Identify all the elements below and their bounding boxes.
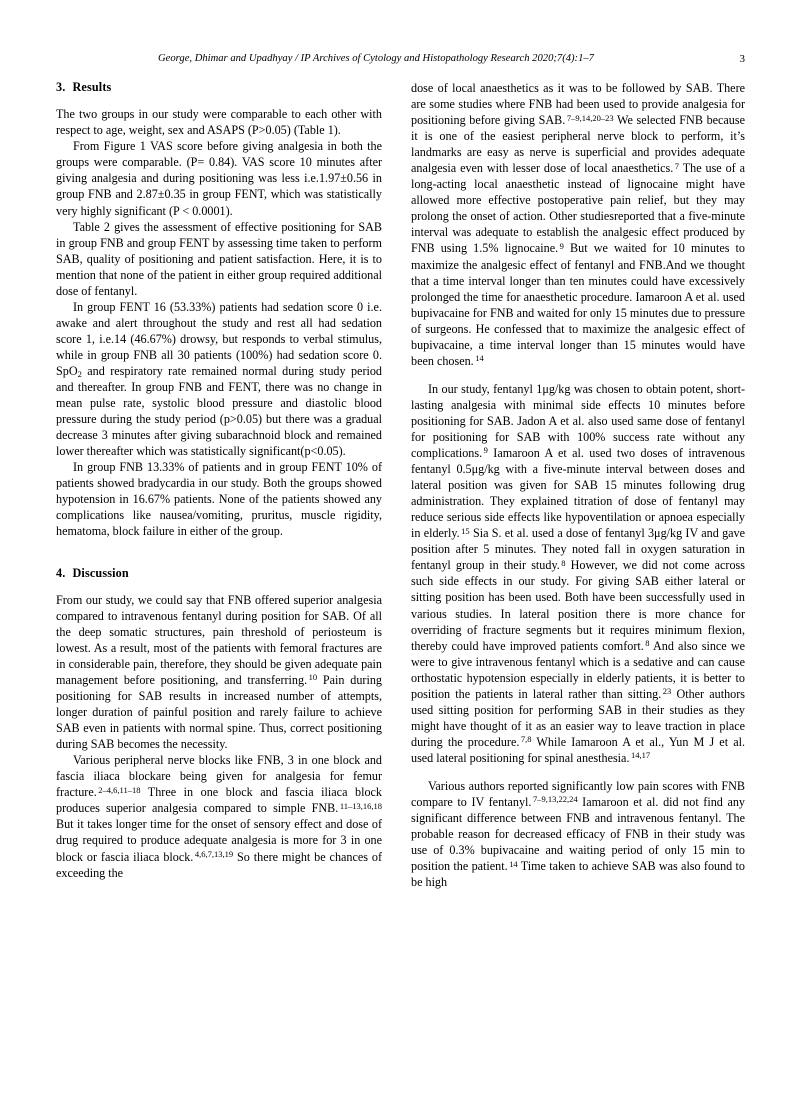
citation-reference: 7–9,14,20–23 (566, 112, 614, 123)
section-number: 3. (56, 80, 66, 94)
paragraph-text-part: Other authors used sitting position for performing SAB in their studies as they might have thought of it as an easier way to leave traction in place during the procedure. (411, 686, 746, 749)
citation-reference: 10 (308, 672, 318, 683)
paragraph-text-part: dose of local anaesthetics as it was to be followed by SAB. There are some studies where FNB had been used to provide analgesia for positioning before giving SAB. (411, 81, 745, 128)
paragraph-text-part: The use of a long-acting local anaesthetic instead of lignocaine might have allowed more effective postoperative pain relief, but they may prolong the onset of action. Other studiesreported that a five-minute interval was adequate to establish the analgesic effect produced by FNB using 1.5% lignocaine. (411, 161, 745, 256)
citation-reference: 15 (461, 525, 470, 536)
paragraph-text-part: Various peripheral nerve blocks like FNB, 3 in one block and fascia iliaca blockare being given for analgesia for femur fracture. (56, 753, 382, 800)
paragraph-text-part: So there might be chances of exceeding the (56, 849, 383, 880)
page-number: 3 (739, 53, 745, 65)
running-head (56, 51, 745, 67)
paragraph-text-part: However, we did not come across such side effects in our study. For giving SAB either lateral or sitting position has been used. Both have been successfully used in various studies. In lateral position there is more chance for overriding of fracture segments but it requires minimum flexion, thereby could have improved patients comfort. (411, 558, 745, 653)
paragraph-discussion-2 (56, 752, 382, 880)
paragraph-text-part: But it takes longer time for the onset of sensory effect and dose of drug required to produce adequate analgesia is more for 3 in one block or fascia iliaca block. (56, 817, 382, 864)
section-heading-results (56, 80, 382, 95)
section-label: Results (72, 80, 112, 94)
paragraph-discussion-1 (56, 592, 382, 752)
citation-reference: 14,17 (630, 750, 651, 761)
paragraph-text-part: Various authors reported significantly low pain scores with FNB compare to IV fentanyl. (411, 778, 745, 810)
paragraph-text-part: Iamaroon A et al. used two doses of intravenous fentanyl 0.5μg/kg with a five-minute interval between doses and lateral position was given for SAB 15 minutes following drug administration. They explained titration of dose of fentanyl may reduce serious side effects like hypoventilation or apnoea especially in elderly. (411, 446, 745, 541)
paragraph-text-part: From our study, we could say that FNB offered superior analgesia compared to intravenous fentanyl during position for SAB. Of all the deep somatic structures, pain threshold of periosteum is lowest. As a result, most of the patients with femoral fractures are in considerable pain, therefore, they should be given adequate pain management before positioning, and transferring. (56, 592, 382, 687)
citation-reference: 14 (509, 858, 518, 869)
paragraph-results-4 (56, 299, 382, 459)
paragraph-text-part: In our study, fentanyl 1μg/kg was chosen to obtain potent, short-lasting analgesia with minimal side effects 10 minutes before positioning for SAB. Jadon A et al. also used same dose of fentanyl for positioning for SAB with 100% success rate without any complications. (411, 381, 745, 461)
paragraph-results-2: From Figure 1 VAS score before giving analgesia in both the groups were comparable. (P= 0.84). VAS score 10 minutes after giving analgesia and during positioning was less i.e.1.97±0.56 in group FNB and 2.87±0.35 in group FENT, which was statistically very highly significant (P < 0.0001). (56, 139, 382, 218)
paragraph-discussion-5 (411, 778, 745, 890)
paragraph-text-part: While Iamaroon A et al., Yun M J et al. used lateral positioning for spinal anesthesia. (411, 734, 745, 765)
paragraph-text-part: Sia S. et al. used a dose of fentanyl 3μg/kg IV and gave position after 5 minutes. They noted fall in oxygen saturation in fentanyl group in their study. (411, 526, 745, 573)
paragraph-text-part: and respiratory rate remained normal during study period and thereafter. In group FNB and FENT, there was no change in mean pulse rate, systolic blood pressure and diastolic blood pressure during the study period (p>0.05) but there was a gradual decrease 3 minutes after giving subarachnoid block and remained lower thereafter which was statistically significant(p<0.05). (56, 364, 382, 459)
paragraph-discussion-3 (411, 80, 745, 369)
paragraph-text-part: Pain during positioning for SAB results in increased number of attempts, longer duration of painful position and rarely failure to achieve SAB even in patients with normal spine. Thus, correct positioning during SAB becomes the necessity. (56, 673, 382, 752)
left-column (56, 80, 382, 881)
paragraph-text-part: Three in one block and fascia iliaca block produces superior analgesia compared to simple FNB. (56, 785, 382, 816)
running-head-title: George, Dhimar and Upadhyay / IP Archives of Cytology and Histopathology Research 2020;7(4):1–7 (158, 53, 594, 64)
citation-reference: 2–4,6,11–18 (98, 784, 141, 795)
right-column (411, 80, 745, 890)
citation-reference: 8 (645, 638, 650, 649)
citation-reference: 11–13,16,18 (339, 800, 382, 811)
paragraph-text-part: Time taken to achieve SAB was also found to be high (411, 859, 745, 890)
section-number: 4. (56, 565, 66, 580)
paragraph-text-part: We selected FNB because it is one of the easiest peripheral nerve block to perform, it’s landmarks are easy as nerve is superficial and provides adequate analgesia even with lesser dose of local anaesthetics. (411, 113, 745, 176)
paragraph-results-5: In group FNB 13.33% of patients and in group FENT 10% of patients showed bradycardia in our study. Both the groups showed hypotension in 16.67% patients. None of the patients showed any complications like nausea/vomiting, pruritus, muscle rigidity, hematoma, block failure in either of the group. (56, 460, 382, 539)
citation-reference: 8 (561, 557, 566, 568)
citation-reference: 9 (559, 240, 564, 251)
paragraph-text-part: Iamaroon et al. did not find any significant difference between FNB and intravenous fentanyl. The probable reason for decreased efficacy of FNB in their study was use of 0.3% bupivacaine and waiting period of only 15 min to position the patient. (411, 795, 745, 874)
paragraph-text-part: In group FENT 16 (53.33%) patients had sedation score 0 i.e. awake and alert throughout the study and rest all had sedation score 1, i.e.14 (46.67%) drowsy, but responds to verbal stimulus, while in group FNB all 30 patients (100%) had sedation score 0. SpO (56, 299, 382, 378)
citation-reference: 7–9,13,22,24 (532, 794, 578, 805)
citation-reference: 7 (674, 160, 680, 171)
citation-reference: 4,6,7,13,19 (194, 848, 234, 859)
citation-reference: 7,8 (520, 734, 532, 745)
section-label: Discussion (72, 565, 129, 580)
citation-reference: 14 (475, 353, 484, 364)
paragraph-results-3: Table 2 gives the assessment of effective positioning for SAB in group FNB and group FENT by assessing time taken to perform SAB, quality of positioning and patient satisfaction. Here, it is to mention that none of the patient in either group required additional dose of fentanyl. (56, 219, 382, 298)
paragraph-results-1: The two groups in our study were comparable to each other with respect to age, weight, sex and ASAPS (P>0.05) (Table 1). (56, 107, 382, 138)
citation-reference: 23 (662, 686, 672, 697)
section-heading-discussion (56, 566, 382, 581)
citation-reference: 9 (483, 445, 488, 456)
paragraph-text-part: And also since we were to give intravenous fentanyl which is a sedative and can cause orthostatic hypotension especially in elderly patients, it is better to position the patients in lateral rather than sitting. (411, 638, 745, 701)
paragraph-discussion-4 (411, 381, 745, 766)
subscript-two: 2 (77, 368, 82, 379)
paragraph-text-part: But we waited for 10 minutes to maximize the analgesic effect of fentanyl and FNB.And we thought that a time interval longer than ten minutes could have excessively prolonged the time for anaesthetic procedure. Iamaroon A et al. used bupivacaine for FNB and waited for only 15 minutes due to pressure of surgeons. He confessed that to maximize the analgesic effect of bupivacaine, a time interval longer than 15 minutes would have been chosen. (411, 241, 745, 368)
